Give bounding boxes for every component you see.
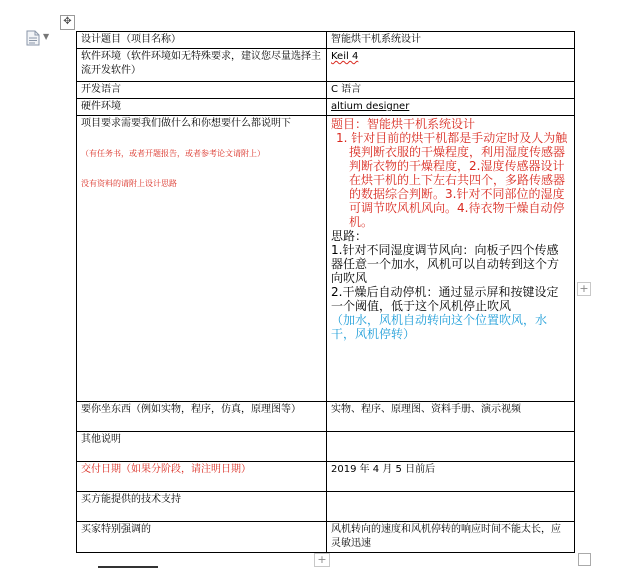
cell-label[interactable]: 买家特别强调的 [77, 522, 327, 553]
cell-value[interactable] [327, 49, 575, 82]
cut-off-text-fragment [98, 566, 158, 568]
table-row [77, 32, 575, 49]
cell-label[interactable]: 软件环境（软件环境如无特殊要求，建议您尽量选择主流开发软件） [77, 49, 327, 82]
document-icon[interactable] [26, 30, 40, 46]
requirement-item: 1. 针对目前的烘干机都是手动定时及人为触摸判断衣服的干燥程度，利用湿度传感器判断衣物的干燥程度，2.湿度传感器设计在烘干机的上下左右共四个，多路传感器的数据综合判断。3.针对不同部位的湿度可调节吹风机风向。4.待衣物干燥自动停机。 [336, 131, 568, 229]
table-row [77, 116, 575, 402]
table-row [77, 492, 575, 522]
cell-value[interactable] [327, 99, 575, 116]
cell-label[interactable]: 要你坐东西（例如实物，程序，仿真，原理图等） [77, 402, 327, 432]
cell-label[interactable] [77, 116, 327, 402]
project-title: 题目：智能烘干机系统设计 [331, 117, 476, 131]
add-row-button[interactable]: + [314, 553, 330, 567]
cell-value[interactable] [327, 492, 575, 522]
table-resize-handle[interactable] [578, 553, 591, 566]
cell-value[interactable] [327, 116, 575, 402]
chevron-down-icon[interactable]: ▼ [43, 32, 50, 41]
software-value: Keil 4 [331, 51, 359, 62]
cell-value[interactable]: 风机转向的速度和风机停转的响应时间不能太长，应灵敏迅速 [327, 522, 575, 553]
thought-note: （加水，风机自动转向这个位置吹风，水干，风机停转） [331, 313, 548, 341]
thinking-heading: 思路： [331, 229, 368, 243]
table-row [77, 49, 575, 82]
table-row [77, 432, 575, 462]
table-row [77, 99, 575, 116]
table-row [77, 402, 575, 432]
cell-value[interactable]: 实物、程序、原理图、资料手册、演示视频 [327, 402, 575, 432]
thought-item: 2.干燥后自动停机：通过显示屏和按键设定一个阈值，低于这个风机停止吹风 [331, 285, 559, 313]
cell-label[interactable]: 买方能提供的技术支持 [77, 492, 327, 522]
requirements-table [76, 31, 575, 553]
cell-label[interactable]: 硬件环境 [77, 99, 327, 116]
add-column-button[interactable]: + [577, 282, 591, 296]
cell-value[interactable]: 智能烘干机系统设计 [327, 32, 575, 49]
table-row [77, 82, 575, 99]
cell-value[interactable]: C 语言 [327, 82, 575, 99]
cell-label[interactable]: 设计题目（项目名称） [77, 32, 327, 49]
table-row [77, 462, 575, 492]
hardware-value: altium designer [331, 101, 410, 112]
table-row [77, 522, 575, 553]
cell-label[interactable]: 开发语言 [77, 82, 327, 99]
cell-value[interactable]: 2019 年 4 月 5 日前后 [327, 462, 575, 492]
table-move-handle[interactable]: ✥ [60, 15, 75, 30]
task-book-note: （有任务书，或者开题报告，或者参考论文请附上） [81, 149, 265, 158]
cell-value[interactable] [327, 432, 575, 462]
design-idea-note: 没有资料的请附上设计思路 [81, 179, 177, 188]
cell-label[interactable]: 交付日期（如果分阶段，请注明日期） [77, 462, 327, 492]
requirements-label: 项目要求需要我们做什么和你想要什么都说明下 [81, 118, 291, 129]
thought-item: 1.针对不同湿度调节风向：向板子四个传感器任意一个加水，风机可以自动转到这个方向吹风 [331, 243, 560, 285]
cell-label[interactable]: 其他说明 [77, 432, 327, 462]
